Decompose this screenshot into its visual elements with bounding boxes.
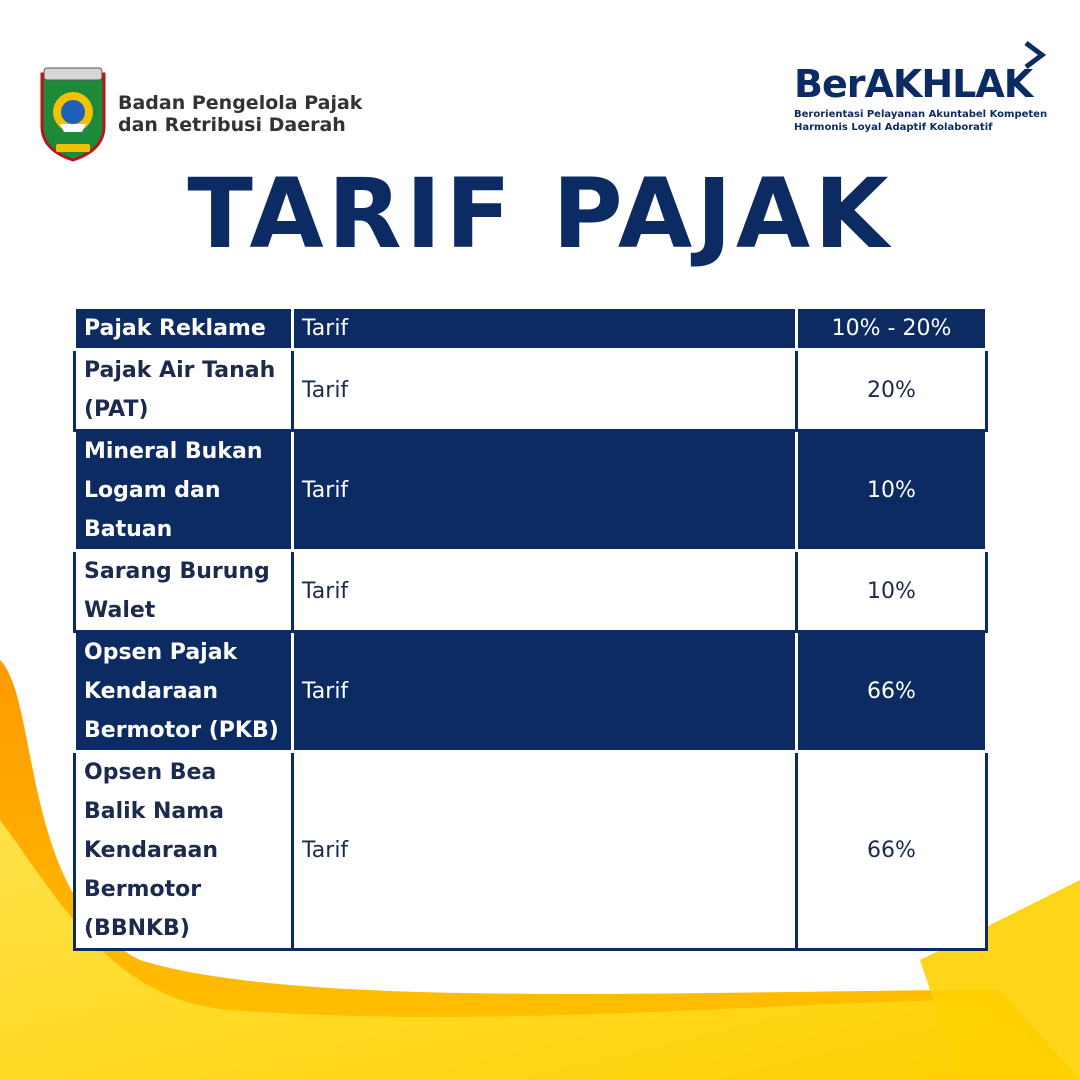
- table-row: [75, 632, 987, 752]
- tariff-label-cell: Tarif: [293, 431, 797, 551]
- tariff-rate-cell: 66%: [797, 752, 987, 950]
- tax-name-cell: Pajak Air Tanah (PAT): [75, 350, 293, 431]
- tariff-rate-cell: 20%: [797, 350, 987, 431]
- tariff-rate-cell: 10%: [797, 551, 987, 632]
- table-row: [75, 431, 987, 551]
- table-row: [75, 551, 987, 632]
- brand-name: BerAKHLAK: [794, 62, 1033, 106]
- berakhlak-brand: [790, 44, 1050, 144]
- table-row: [75, 752, 987, 950]
- tariff-table: [73, 306, 988, 951]
- tariff-rate-cell: 66%: [797, 632, 987, 752]
- tax-name-cell: Opsen Bea Balik Nama Kendaraan Bermotor (BBNKB): [75, 752, 293, 950]
- tax-name-cell: Opsen Pajak Kendaraan Bermotor (PKB): [75, 632, 293, 752]
- tariff-label-cell: Tarif: [293, 308, 797, 350]
- brand-tagline-line2: Harmonis Loyal Adaptif Kolaboratif: [794, 122, 993, 133]
- tax-name-cell: Sarang Burung Walet: [75, 551, 293, 632]
- table-row: [75, 350, 987, 431]
- organization-name-line1: Badan Pengelola Pajak: [118, 92, 363, 114]
- organization-header: [38, 66, 362, 162]
- organization-name-line2: dan Retribusi Daerah: [118, 114, 346, 136]
- table-row: [75, 308, 987, 350]
- brand-tagline-line1: Berorientasi Pelayanan Akuntabel Kompeten: [794, 109, 1048, 120]
- page-title: TARIF PAJAK: [187, 158, 893, 270]
- tariff-label-cell: Tarif: [293, 551, 797, 632]
- tariff-rate-cell: 10%: [797, 431, 987, 551]
- tax-name-cell: Mineral Bukan Logam dan Batuan: [75, 431, 293, 551]
- regency-crest-logo: [38, 66, 108, 162]
- tax-name-cell: Pajak Reklame: [75, 308, 293, 350]
- organization-name: [118, 92, 362, 136]
- tariff-label-cell: Tarif: [293, 752, 797, 950]
- tariff-label-cell: Tarif: [293, 632, 797, 752]
- tariff-rate-cell: 10% - 20%: [797, 308, 987, 350]
- tariff-label-cell: Tarif: [293, 350, 797, 431]
- brand-tagline: [794, 108, 1047, 134]
